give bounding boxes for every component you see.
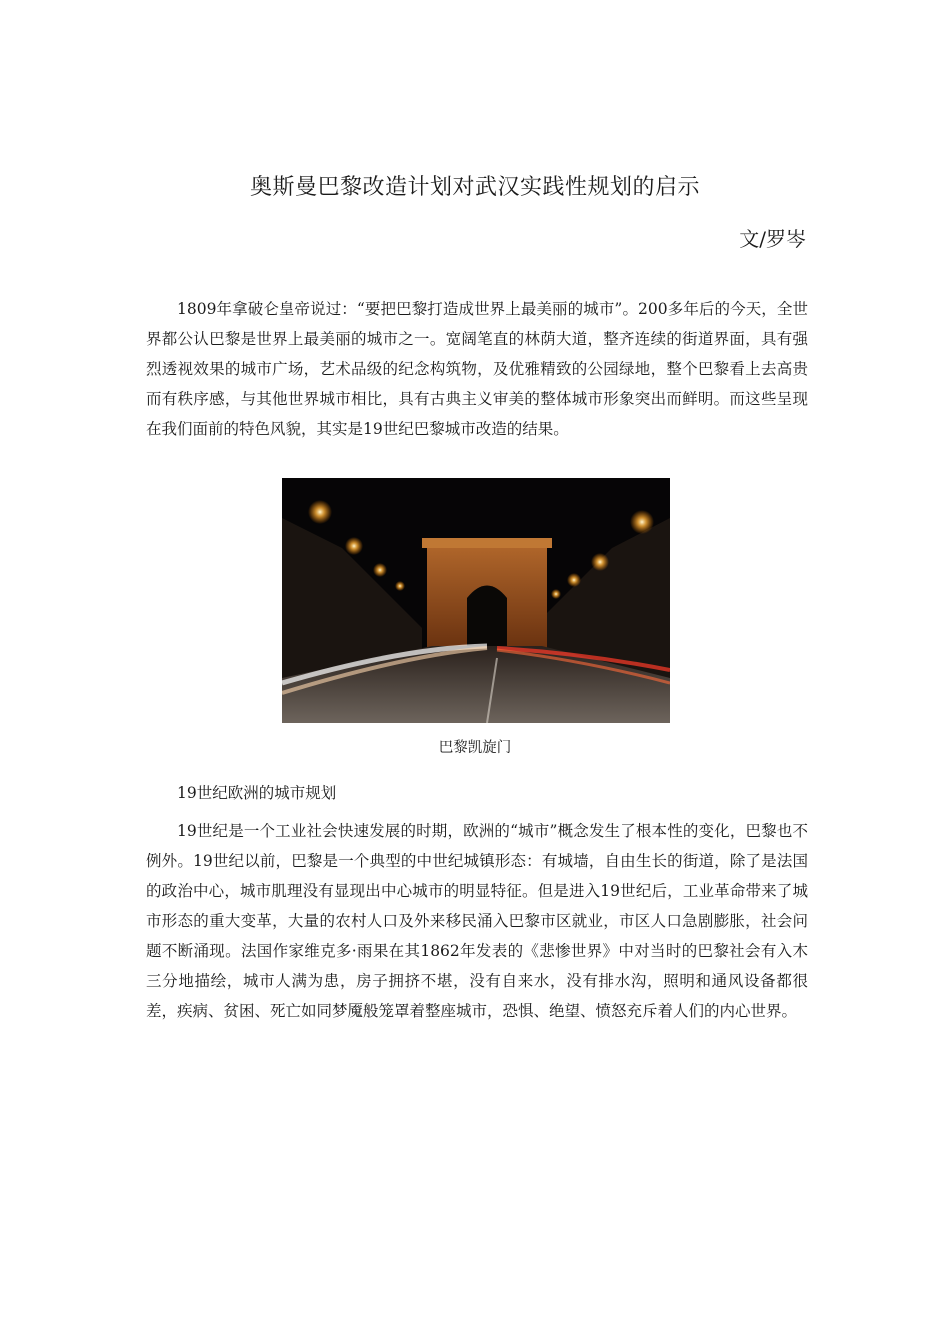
section-paragraph: 19世纪是一个工业社会快速发展的时期，欧洲的“城市”概念发生了根本性的变化，巴黎也不例外。19世纪以前，巴黎是一个典型的中世纪城镇形态：有城墙，自由生长的街道，除了是法国的政治中心，城市肌理没有显现出中心城市的明显特征。但是进入19世纪后，工业革命带来了城市形态的重大变革，大量的农村人口及外来移民涌入巴黎市区就业，市区人口急剧膨胀，社会问题不断涌现。法国作家维克多·雨果在其1862年发表的《悲惨世界》中对当时的巴黎社会有入木三分地描绘，城市人满为患，房子拥挤不堪，没有自来水，没有排水沟，照明和通风设备都很差，疾病、贫困、死亡如同梦魇般笼罩着整座城市，恐惧、绝望、愤怒充斥着人们的内心世界。 bbox=[146, 822, 808, 1020]
figure-caption: 巴黎凯旋门 bbox=[438, 740, 512, 756]
night-street-illustration bbox=[282, 478, 670, 723]
author-byline: 文/罗岑 bbox=[739, 227, 806, 251]
intro-paragraph: 1809年拿破仑皇帝说过：“要把巴黎打造成世界上最美丽的城市”。200多年后的今天，全世界都公认巴黎是世界上最美丽的城市之一。宽阔笔直的林荫大道，整齐连续的街道界面，具有强烈透视效果的城市广场，艺术品级的纪念构筑物，及优雅精致的公园绿地，整个巴黎看上去高贵而有秩序感，与其他世界城市相比，具有古典主义审美的整体城市形象突出而鲜明。而这些呈现在我们面前的特色风貌，其实是19世纪巴黎城市改造的结果。 bbox=[146, 300, 808, 438]
section-heading: 19世纪欧洲的城市规划 bbox=[177, 784, 337, 802]
arc-de-triomphe-photo bbox=[282, 478, 670, 723]
document-title: 奥斯曼巴黎改造计划对武汉实践性规划的启示 bbox=[249, 175, 700, 200]
